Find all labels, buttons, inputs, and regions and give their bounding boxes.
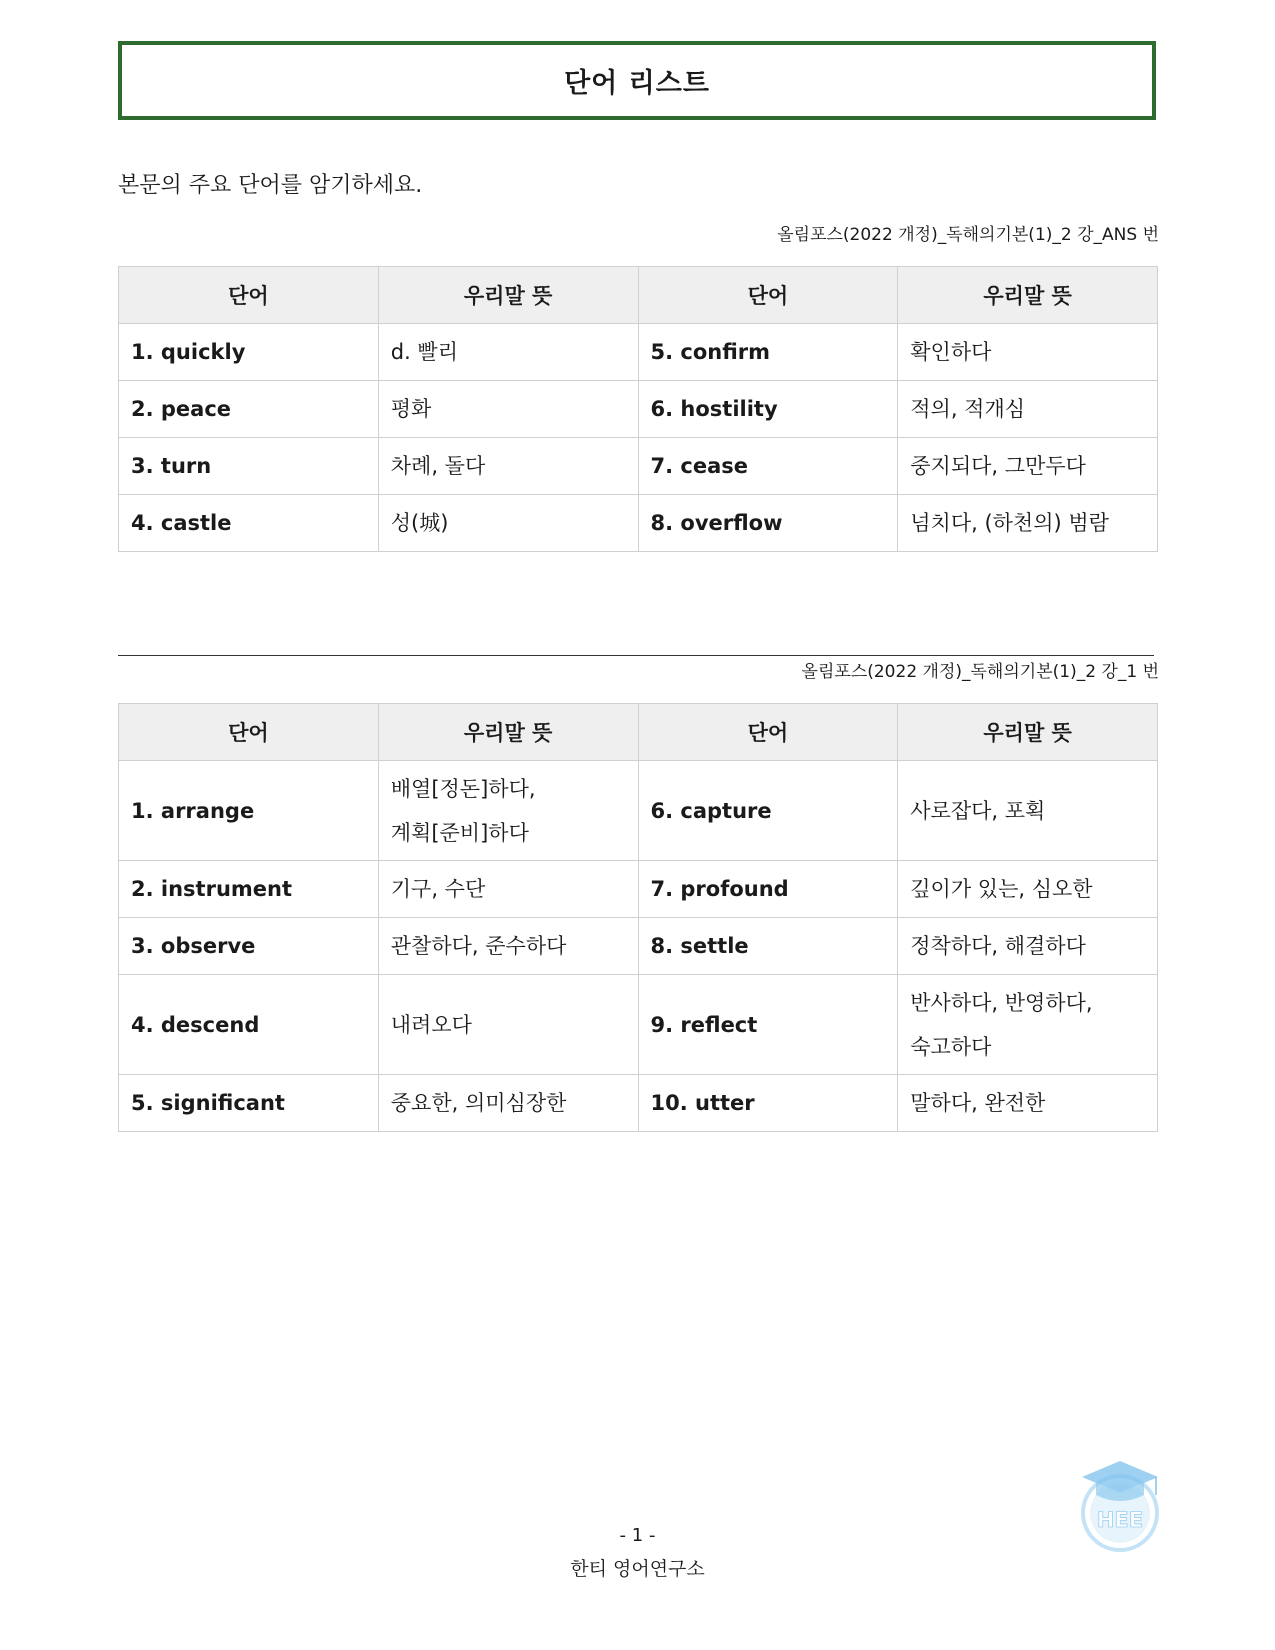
meaning-cell: 사로잡다, 포획 [898, 761, 1158, 861]
header-word: 단어 [638, 267, 898, 324]
word-cell: 10. utter [638, 1075, 898, 1132]
header-meaning: 우리말 뜻 [898, 267, 1158, 324]
instruction-text: 본문의 주요 단어를 암기하세요. [118, 173, 423, 198]
vocab-table-2 [118, 703, 1158, 1132]
page-title: 단어 리스트 [564, 68, 710, 99]
logo-text: HEE [1096, 1508, 1144, 1532]
word-cell: 2. peace [119, 381, 379, 438]
meaning-cell: 적의, 적개심 [898, 381, 1158, 438]
header-meaning: 우리말 뜻 [898, 704, 1158, 761]
graduation-cap-icon [1076, 1455, 1164, 1555]
meaning-cell: 말하다, 완전한 [898, 1075, 1158, 1132]
meaning-cell: d. 빨리 [378, 324, 638, 381]
meaning-line: 계획[준비]하다 [390, 820, 529, 845]
section1-source: 올림포스(2022 개정)_독해의기본(1)_2 강_ANS 번 [777, 225, 1159, 245]
word-cell: 8. settle [638, 918, 898, 975]
table-row [119, 761, 1158, 861]
page-number: - 1 - [619, 1525, 656, 1546]
word-cell: 1. quickly [119, 324, 379, 381]
word-cell: 7. cease [638, 438, 898, 495]
table-row [119, 861, 1158, 918]
meaning-cell: 관찰하다, 준수하다 [378, 918, 638, 975]
meaning-cell: 확인하다 [898, 324, 1158, 381]
table-row [119, 381, 1158, 438]
header-word: 단어 [119, 704, 379, 761]
section-divider [118, 655, 1154, 656]
table-row [119, 918, 1158, 975]
vocab-table-1 [118, 266, 1158, 552]
word-cell: 6. capture [638, 761, 898, 861]
meaning-line: 반사하다, 반영하다, [910, 990, 1093, 1015]
section2-source: 올림포스(2022 개정)_독해의기본(1)_2 강_1 번 [801, 662, 1159, 682]
table-row [119, 495, 1158, 552]
hee-logo [1076, 1455, 1164, 1555]
table-header-row [119, 704, 1158, 761]
header-word: 단어 [638, 704, 898, 761]
word-cell: 7. profound [638, 861, 898, 918]
meaning-cell: 기구, 수단 [378, 861, 638, 918]
header-word: 단어 [119, 267, 379, 324]
word-cell: 5. confirm [638, 324, 898, 381]
word-cell: 8. overflow [638, 495, 898, 552]
table-header-row [119, 267, 1158, 324]
word-cell: 4. castle [119, 495, 379, 552]
meaning-cell: 깊이가 있는, 심오한 [898, 861, 1158, 918]
word-cell: 9. reflect [638, 975, 898, 1075]
table-row [119, 438, 1158, 495]
meaning-cell: 넘치다, (하천의) 범람 [898, 495, 1158, 552]
table-row [119, 975, 1158, 1075]
word-cell: 4. descend [119, 975, 379, 1075]
meaning-cell: 성(城) [378, 495, 638, 552]
word-cell: 6. hostility [638, 381, 898, 438]
meaning-line: 배열[정돈]하다, [390, 776, 536, 801]
footer-organization: 한티 영어연구소 [570, 1558, 705, 1580]
word-cell: 3. turn [119, 438, 379, 495]
header-meaning: 우리말 뜻 [378, 704, 638, 761]
table-row [119, 324, 1158, 381]
meaning-cell: 차례, 돌다 [378, 438, 638, 495]
table-row [119, 1075, 1158, 1132]
meaning-cell [378, 761, 638, 861]
header-meaning: 우리말 뜻 [378, 267, 638, 324]
word-cell: 3. observe [119, 918, 379, 975]
meaning-cell [898, 975, 1158, 1075]
word-cell: 5. significant [119, 1075, 379, 1132]
meaning-cell: 평화 [378, 381, 638, 438]
meaning-cell: 내려오다 [378, 975, 638, 1075]
word-cell: 1. arrange [119, 761, 379, 861]
title-box [118, 41, 1156, 120]
meaning-cell: 중지되다, 그만두다 [898, 438, 1158, 495]
word-cell: 2. instrument [119, 861, 379, 918]
meaning-cell: 정착하다, 해결하다 [898, 918, 1158, 975]
meaning-cell: 중요한, 의미심장한 [378, 1075, 638, 1132]
meaning-line: 숙고하다 [910, 1034, 992, 1059]
